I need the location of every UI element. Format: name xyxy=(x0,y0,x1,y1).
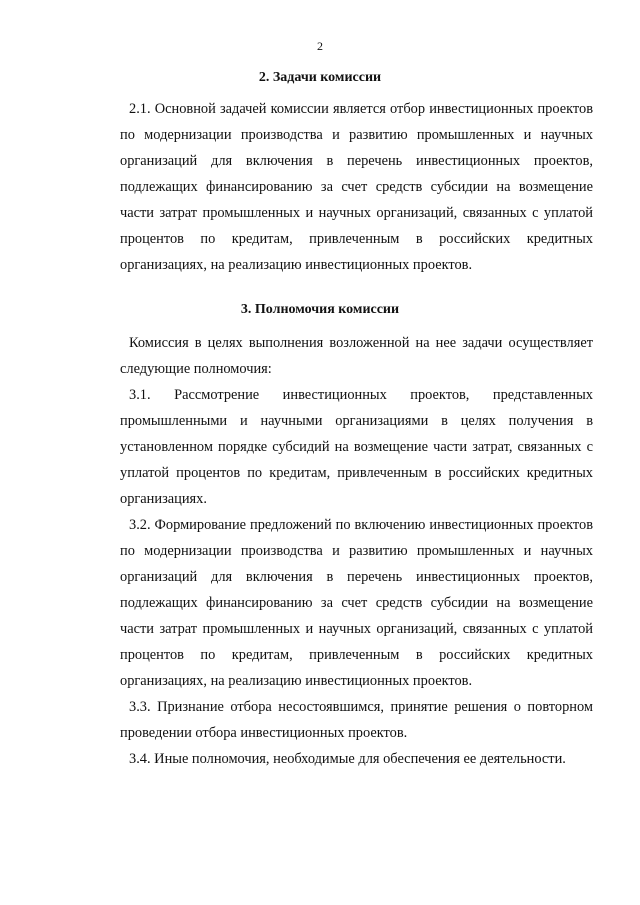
paragraph-3-3: 3.3. Признание отбора несостоявшимся, принятие решения о повторном проведении отбора инвестиционных проектов. xyxy=(120,699,593,741)
section-heading-powers: 3. Полномочия комиссии xyxy=(240,302,400,317)
paragraph-3-2: 3.2. Формирование предложений по включению инвестиционных проектов по модернизации производства и развитию промышленных и научных организаций для включения в перечень инвестиционных проектов, подлежащих финансированию за счет средств субсидии на возмещение части затрат промышленных и научных организаций, связанных с уплатой процентов по кредитам, привлеченным в российских кредитных организациях, на реализацию инвестиционных проектов. xyxy=(120,517,593,689)
page-number: 2 xyxy=(317,39,323,53)
paragraph-3-4: 3.4. Иные полномочия, необходимые для обеспечения ее деятельности. xyxy=(129,751,566,767)
paragraph-3-1: 3.1. Рассмотрение инвестиционных проектов, представленных промышленными и научными организациями в целях получения в установленном порядке субсидий на возмещение части затрат, связанных с уплатой процентов по кредитам, привлеченным в российских кредитных организациях. xyxy=(120,387,593,507)
section-heading-tasks: 2. Задачи комиссии xyxy=(258,70,382,85)
paragraph-2-1: 2.1. Основной задачей комиссии является отбор инвестиционных проектов по модернизации производства и развитию промышленных и научных организаций для включения в перечень инвестиционных проектов, подлежащих финансированию за счет средств субсидии на возмещение части затрат промышленных и научных организаций, связанных с уплатой процентов по кредитам, привлеченным в российских кредитных организациях, на реализацию инвестиционных проектов. xyxy=(120,101,593,273)
paragraph-powers-intro: Комиссия в целях выполнения возложенной на нее задачи осуществляет следующие полномочия: xyxy=(120,335,593,377)
